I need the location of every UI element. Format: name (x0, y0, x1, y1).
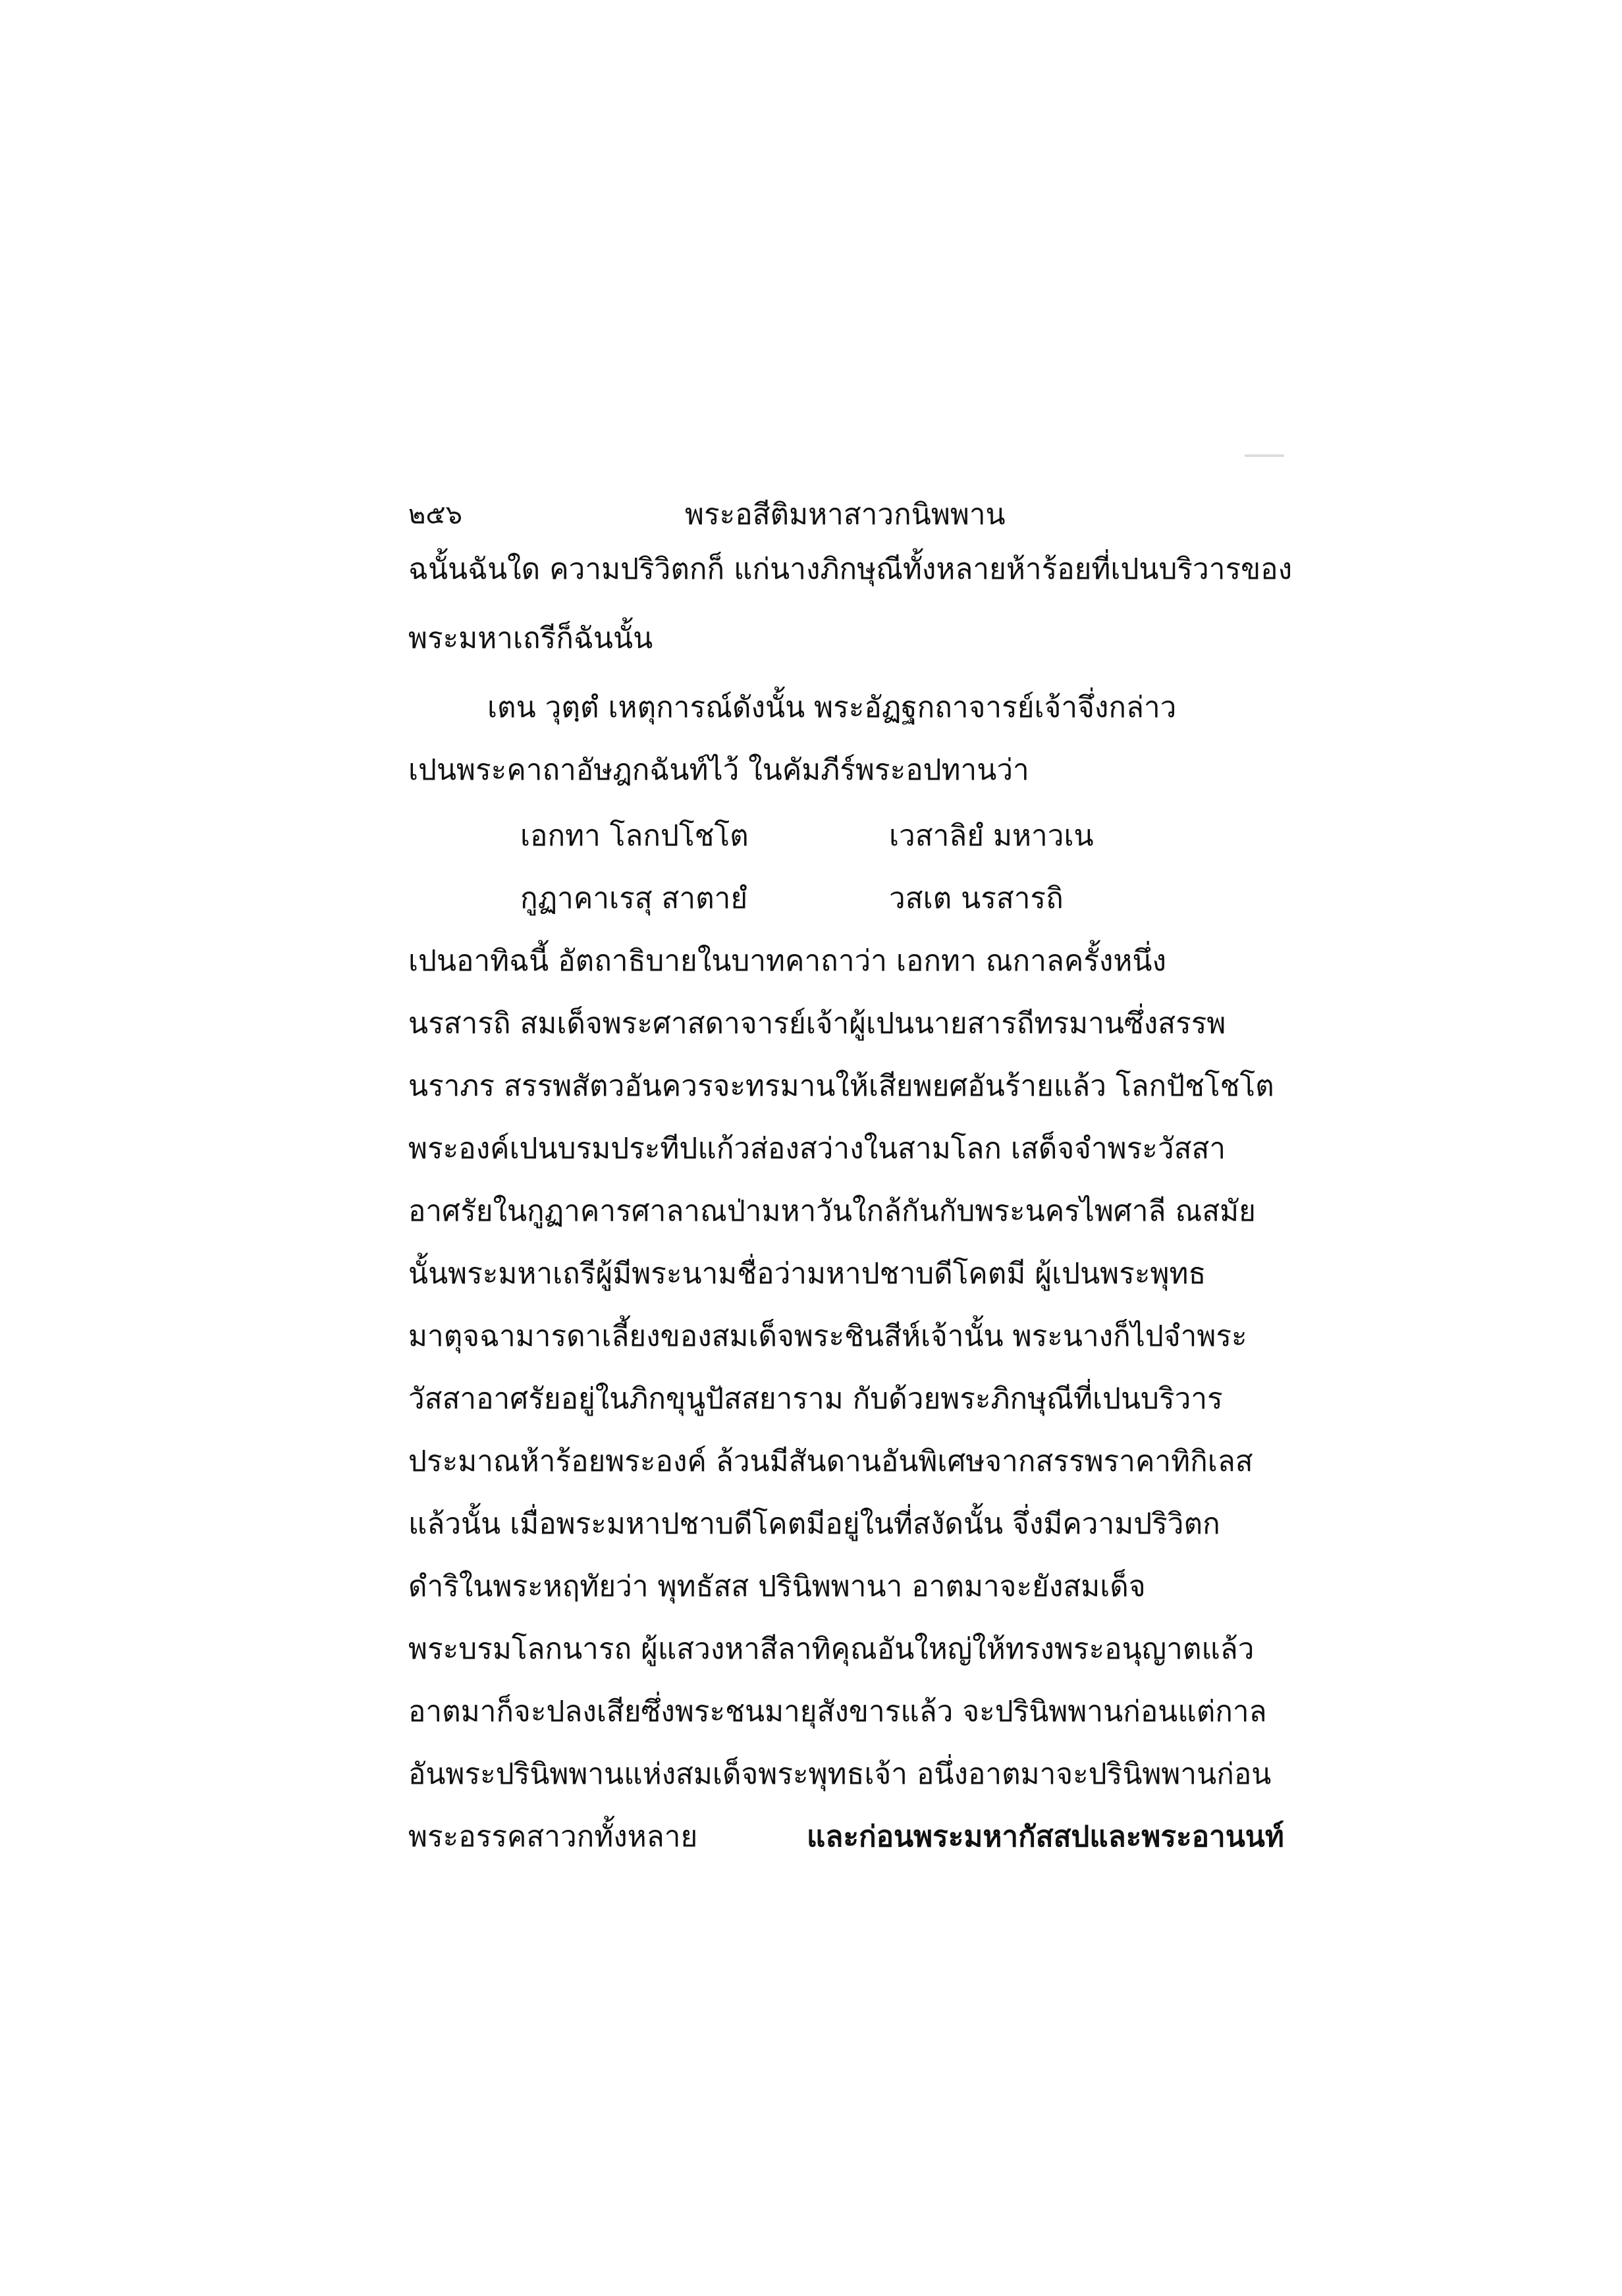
text-line-last-left: พระอรรคสาวกทั้งหลาย (408, 1820, 698, 1854)
text-line-last-right: และก่อนพระมหากัสสปและพระอานนท์ (807, 1820, 1284, 1854)
text-line: วัสสาอาศรัยอยู่ในภิกขุนูปัสสยาราม กับด้วยพระภิกษุณีที่เปนบริวาร (408, 1382, 1223, 1416)
text-line: นั้นพระมหาเถรีผู้มีพระนามชื่อว่ามหาปชาบดีโคตมี ผู้เปนพระพุทธ (408, 1257, 1206, 1291)
text-line: แล้วนั้น เมื่อพระมหาปชาบดีโคตมีอยู่ในที่สงัดนั้น จึ่งมีความปริวิตก (408, 1507, 1220, 1541)
text-line: อาศรัยในกูฏาคารศาลาณป่ามหาวันใกล้กันกับพระนครไพศาลี ณสมัย (408, 1194, 1256, 1228)
text-line: เตน วุตฺตํ เหตุการณ์ดังนั้น พระอัฏฐกถาจารย์เจ้าจึ่งกล่าว (487, 691, 1177, 724)
text-line: อันพระปรินิพพานแห่งสมเด็จพระพุทธเจ้า อนึ่งอาตมาจะปรินิพพานก่อน (408, 1757, 1272, 1791)
text-line: ฉนั้นฉันใด ความปริวิตกก็ แก่นางภิกษุณีทั้งหลายห้าร้อยที่เปนบริวารของ (408, 552, 1293, 586)
verse-hemistich: เวสาลิยํ มหาวเน (889, 819, 1094, 853)
page-number: ๒๕๖ (408, 500, 463, 530)
text-line: นรสารถิ สมเด็จพระศาสดาจารย์เจ้าผู้เปนนายสารถีทรมานซึ่งสรรพ (408, 1007, 1226, 1040)
text-line: อาตมาก็จะปลงเสียซึ่งพระชนมายุสังขารแล้ว จะปรินิพพานก่อนแต่กาล (408, 1695, 1267, 1728)
text-line: นราภร สรรพสัตวอันควรจะทรมานให้เสียพยศอันร้ายแล้ว โลกปัชโชโต (408, 1069, 1274, 1103)
page-header (408, 495, 1278, 541)
text-line: มาตุจฉามารดาเลี้ยงของสมเด็จพระชินสีห์เจ้านั้น พระนางก็ไปจำพระ (408, 1320, 1247, 1353)
text-line: ประมาณห้าร้อยพระองค์ ล้วนมีสันดานอันพิเศษจากสรรพราคาทิกิเลส (408, 1445, 1253, 1478)
text-line: พระมหาเถรีก็ฉันนั้น (408, 622, 653, 655)
verse-hemistich: กูฏาคาเรสุ สาตายํ (520, 882, 748, 915)
text-line: พระองค์เปนบรมประทีปแก้วส่องสว่างในสามโลก เสด็จจำพระวัสสา (408, 1132, 1226, 1165)
text-line: ดำริในพระหฤทัยว่า พุทธัสส ปรินิพพานา อาตมาจะยังสมเด็จ (408, 1570, 1146, 1603)
text-line: เปนพระคาถาอัษฎกฉันท์ไว้ ในคัมภีร์พระอปทานว่า (408, 753, 1029, 787)
running-title: พระอสีติมหาสาวกนิพพาน (685, 498, 1006, 531)
text-line: เปนอาทิฉนี้ อัตถาธิบายในบาทคาถาว่า เอกทา ณกาลครั้งหนึ่ง (408, 944, 1166, 978)
verse-hemistich: เอกทา โลกปโชโต (520, 819, 749, 853)
verse-hemistich: วสเต นรสารถิ (889, 882, 1064, 915)
text-line: พระบรมโลกนารถ ผู้แสวงหาสีลาทิคุณอันใหญ่ให้ทรงพระอนุญาตแล้ว (408, 1632, 1255, 1666)
scan-artifact (1245, 454, 1284, 457)
